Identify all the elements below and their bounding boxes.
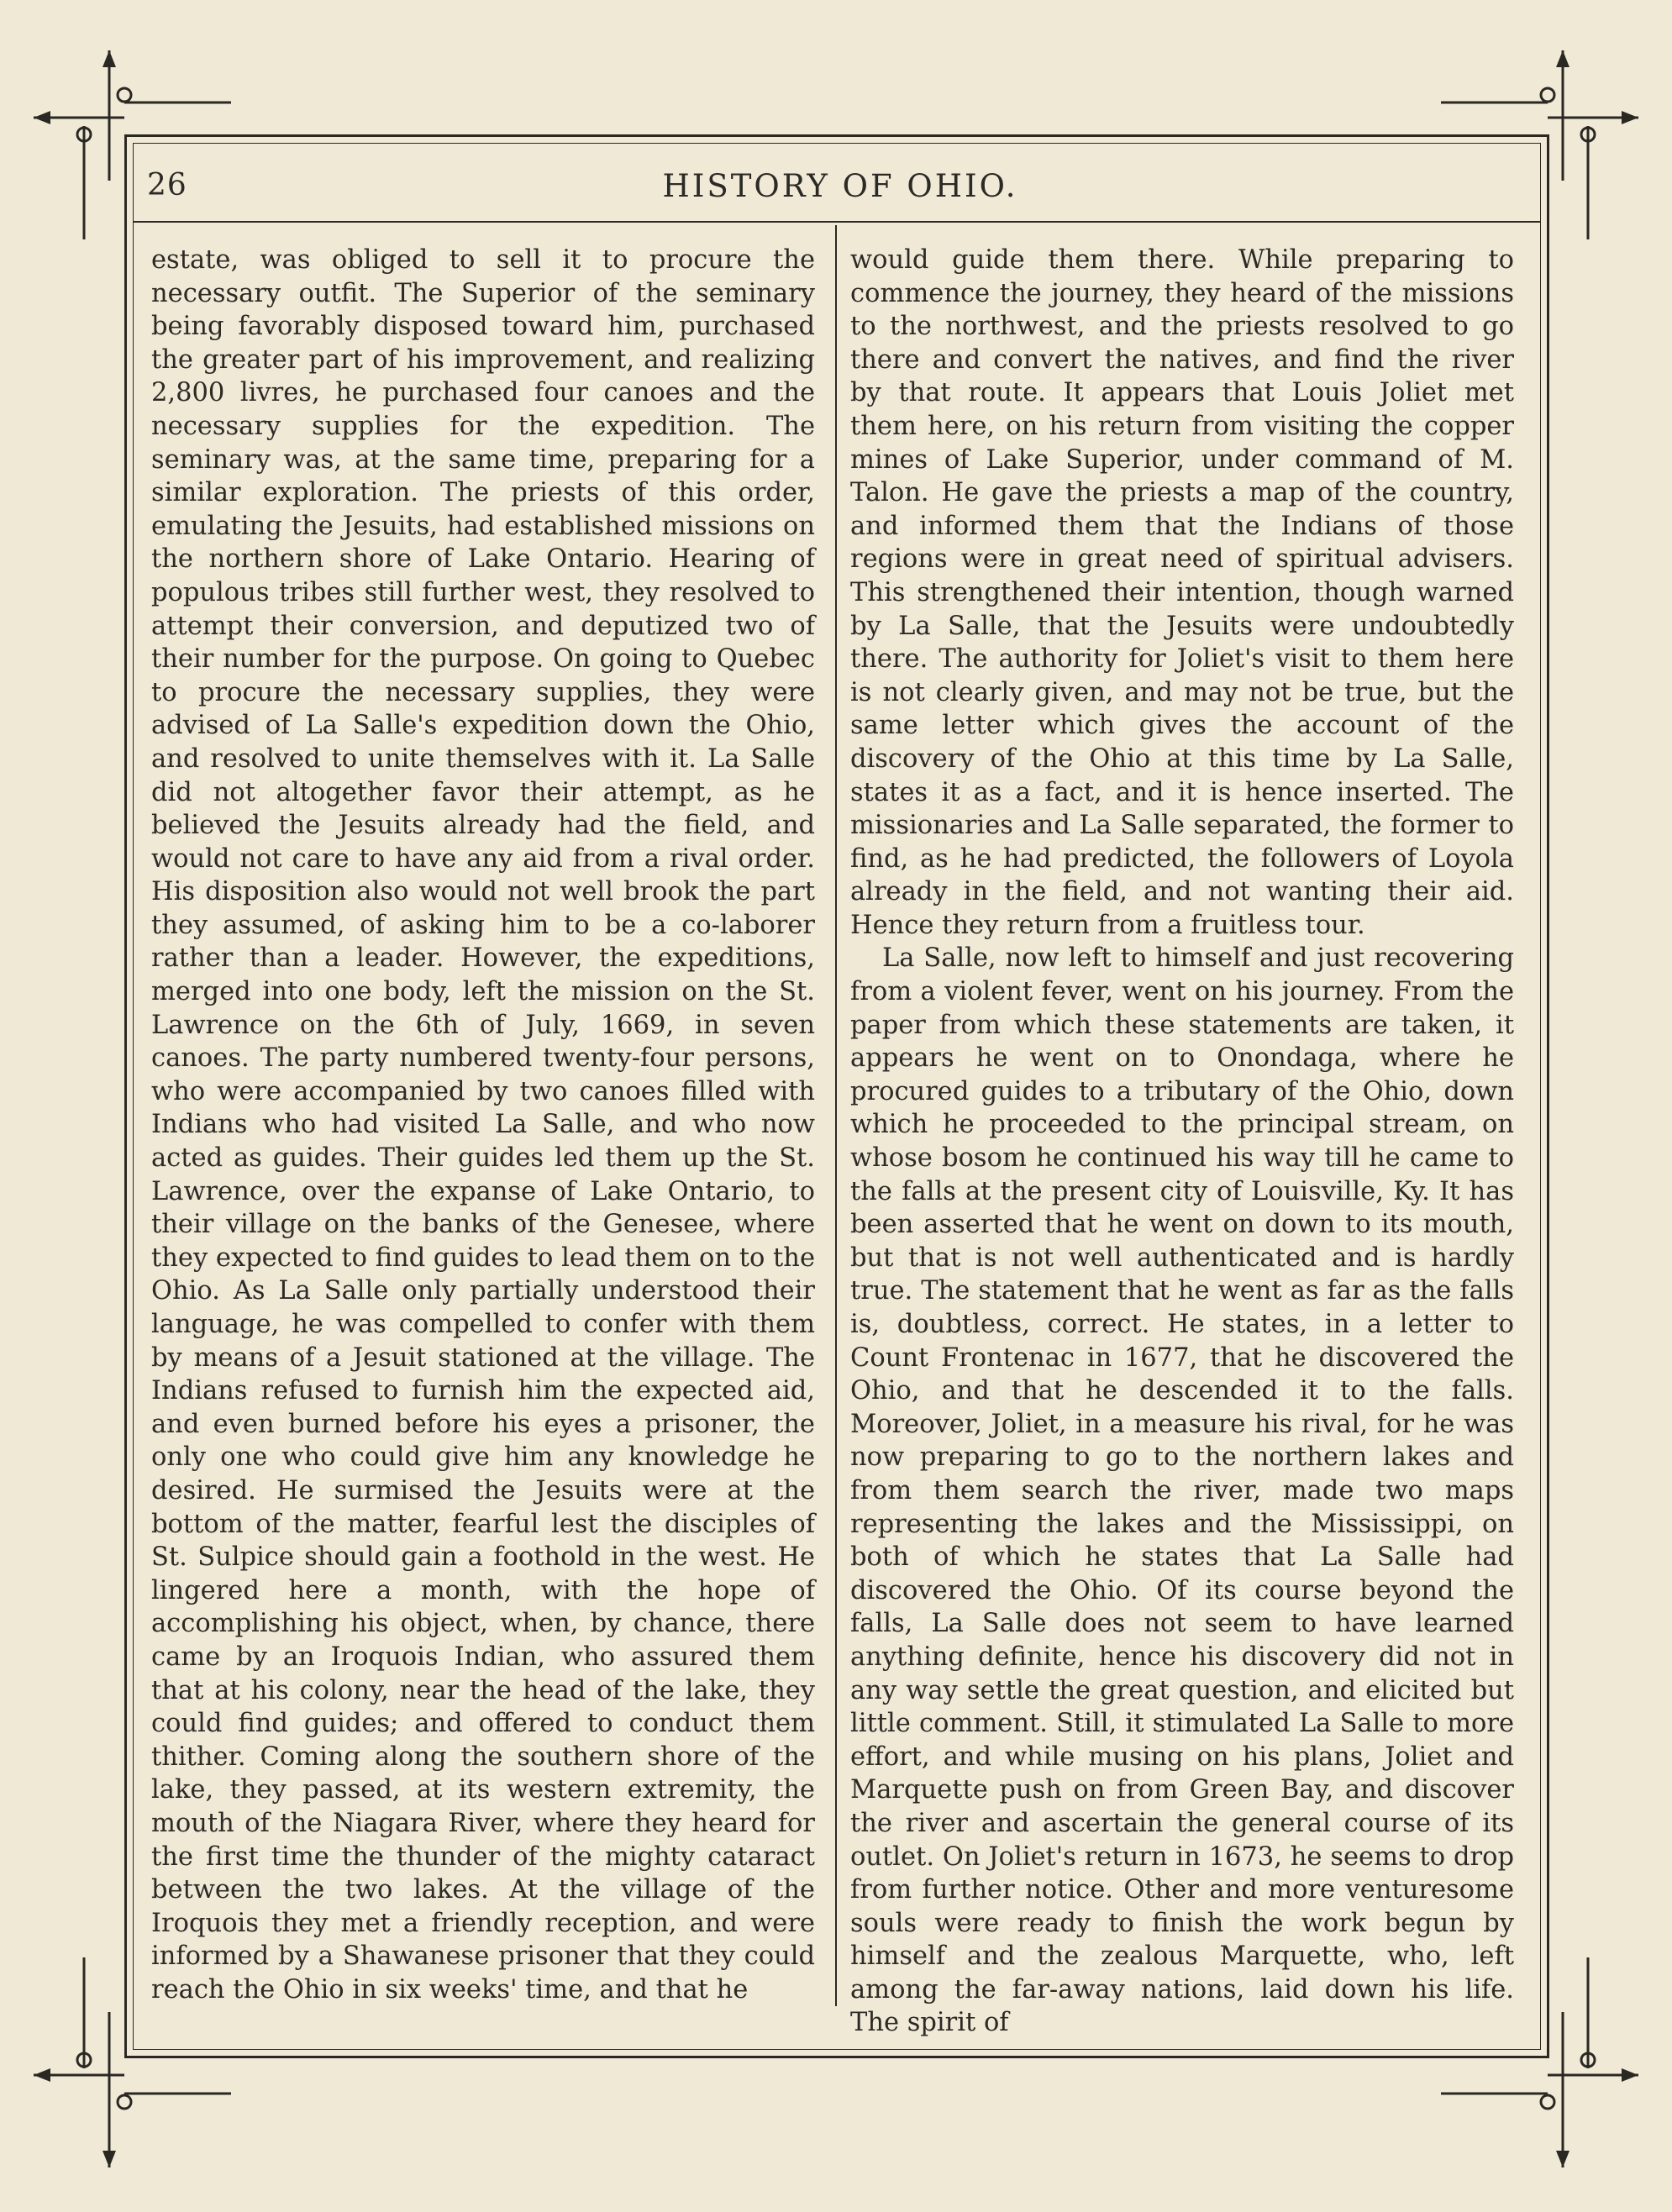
paragraph: La Salle, now left to himself and just recovering from a violent fever, went on his journey. From the paper from which these statements are taken, it appears he went on to Onondaga, where he procured guides to a tributary of the Ohio, down which he proceeded to the principal stream, on whose bosom he continued his way till he came to the falls at the present city of Louisville, Ky. It has been asserted that he went on down to its mouth, but that is not well authenticated and is hardly true. The statement that he went as far as the falls is, doubtless, correct. He states, in a letter to Count Frontenac in 1677, that he discovered the Ohio, and that he descended it to the falls. Moreover, Joliet, in a measure his rival, for he was now preparing to go to the northern lakes and from them search the river, made two maps representing the lakes and the Mississippi, on both of which he states that La Salle had discovered the Ohio. Of its course beyond the falls, La Salle does not seem to have learned anything definite, hence his discovery did not in any way settle the great question, and elicited but little comment. Still, it stimulated La Salle to more effort, and while musing on his plans, Joliet and Marquette push on from Green Bay, and discover the river and ascertain the general course of its outlet. On Joliet's return in 1673, he seems to drop from further notice. Other and more venturesome souls were ready to finish the work begun by himself and the zealous Marquette, who, left among the far-away nations, laid down his life. The spirit of (850, 943, 1514, 2038)
right-column (850, 244, 1514, 2040)
column-divider (835, 225, 837, 2006)
page-number: 26 (147, 168, 187, 202)
paragraph: estate, was obliged to sell it to procure the necessary outfit. The Superior of the seminary being favorably disposed toward him, purchased the greater part of his improvement, and realizing 2,800 livres, he purchased four canoes and the necessary supplies for the expedition. The seminary was, at the same time, preparing for a similar exploration. The priests of this order, emulating the Jesuits, had established missions on the northern shore of Lake Ontario. Hearing of populous tribes still further west, they resolved to attempt their conversion, and deputized two of their number for the purpose. On going to Quebec to procure the necessary supplies, they were advised of La Salle's expedition down the Ohio, and resolved to unite themselves with it. La Salle did not altogether favor their attempt, as he believed the Jesuits already had the field, and would not care to have any aid from a rival order. His disposition also would not well brook the part they assumed, of asking him to be a co-laborer rather than a leader. However, the expeditions, merged into one body, left the mission on the St. Lawrence on the 6th of July, 1669, in seven canoes. The party numbered twenty-four persons, who were accompanied by two canoes filled with Indians who had visited La Salle, and who now acted as guides. Their guides led them up the St. Lawrence, over the expanse of Lake Ontario, to their village on the banks of the Genesee, where they expected to find guides to lead them on to the Ohio. As La Salle only partially understood their language, he was compelled to confer with them by means of a Jesuit stationed at the village. The Indians refused to furnish him the expected aid, and even burned before his eyes a prisoner, the only one who could give him any knowledge he desired. He surmised the Jesuits were at the bottom of the matter, fearful lest the disciples of St. Sulpice should gain a foothold in the west. He lingered here a month, with the hope of accomplishing his object, when, by chance, there came by an Iroquois Indian, who assured them that at his colony, near the head of the lake, they could find guides; and offered to conduct them thither. Coming along the southern shore of the lake, they passed, at its western extremity, the mouth of the Niagara River, where they heard for the first time the thunder of the mighty cataract between the two lakes. At the village of the Iroquois they met a friendly reception, and were informed by a Shawanese prisoner that they could reach the Ohio in six weeks' time, and that he (151, 245, 815, 2004)
left-column (151, 244, 815, 2006)
paragraph: would guide them there. While preparing to commence the journey, they heard of the missions to the northwest, and the priests resolved to go there and convert the natives, and find the river by that route. It appears that Louis Joliet met them here, on his return from visiting the copper mines of Lake Superior, under command of M. Talon. He gave the priests a map of the country, and informed them that the Indians of those regions were in great need of spiritual advisers. This strengthened their intention, though warned by La Salle, that the Jesuits were undoubtedly there. The authority for Joliet's visit to them here is not clearly given, and may not be true, but the same letter which gives the account of the discovery of the Ohio at this time by La Salle, states it as a fact, and it is hence inserted. The missionaries and La Salle separated, the former to find, as he had predicted, the followers of Loyola already in the field, and not wanting their aid. Hence they return from a fruitless tour. (850, 245, 1514, 940)
running-title: HISTORY OF OHIO. (662, 168, 1018, 204)
header-rule (133, 221, 1541, 223)
page-header (147, 168, 1533, 218)
